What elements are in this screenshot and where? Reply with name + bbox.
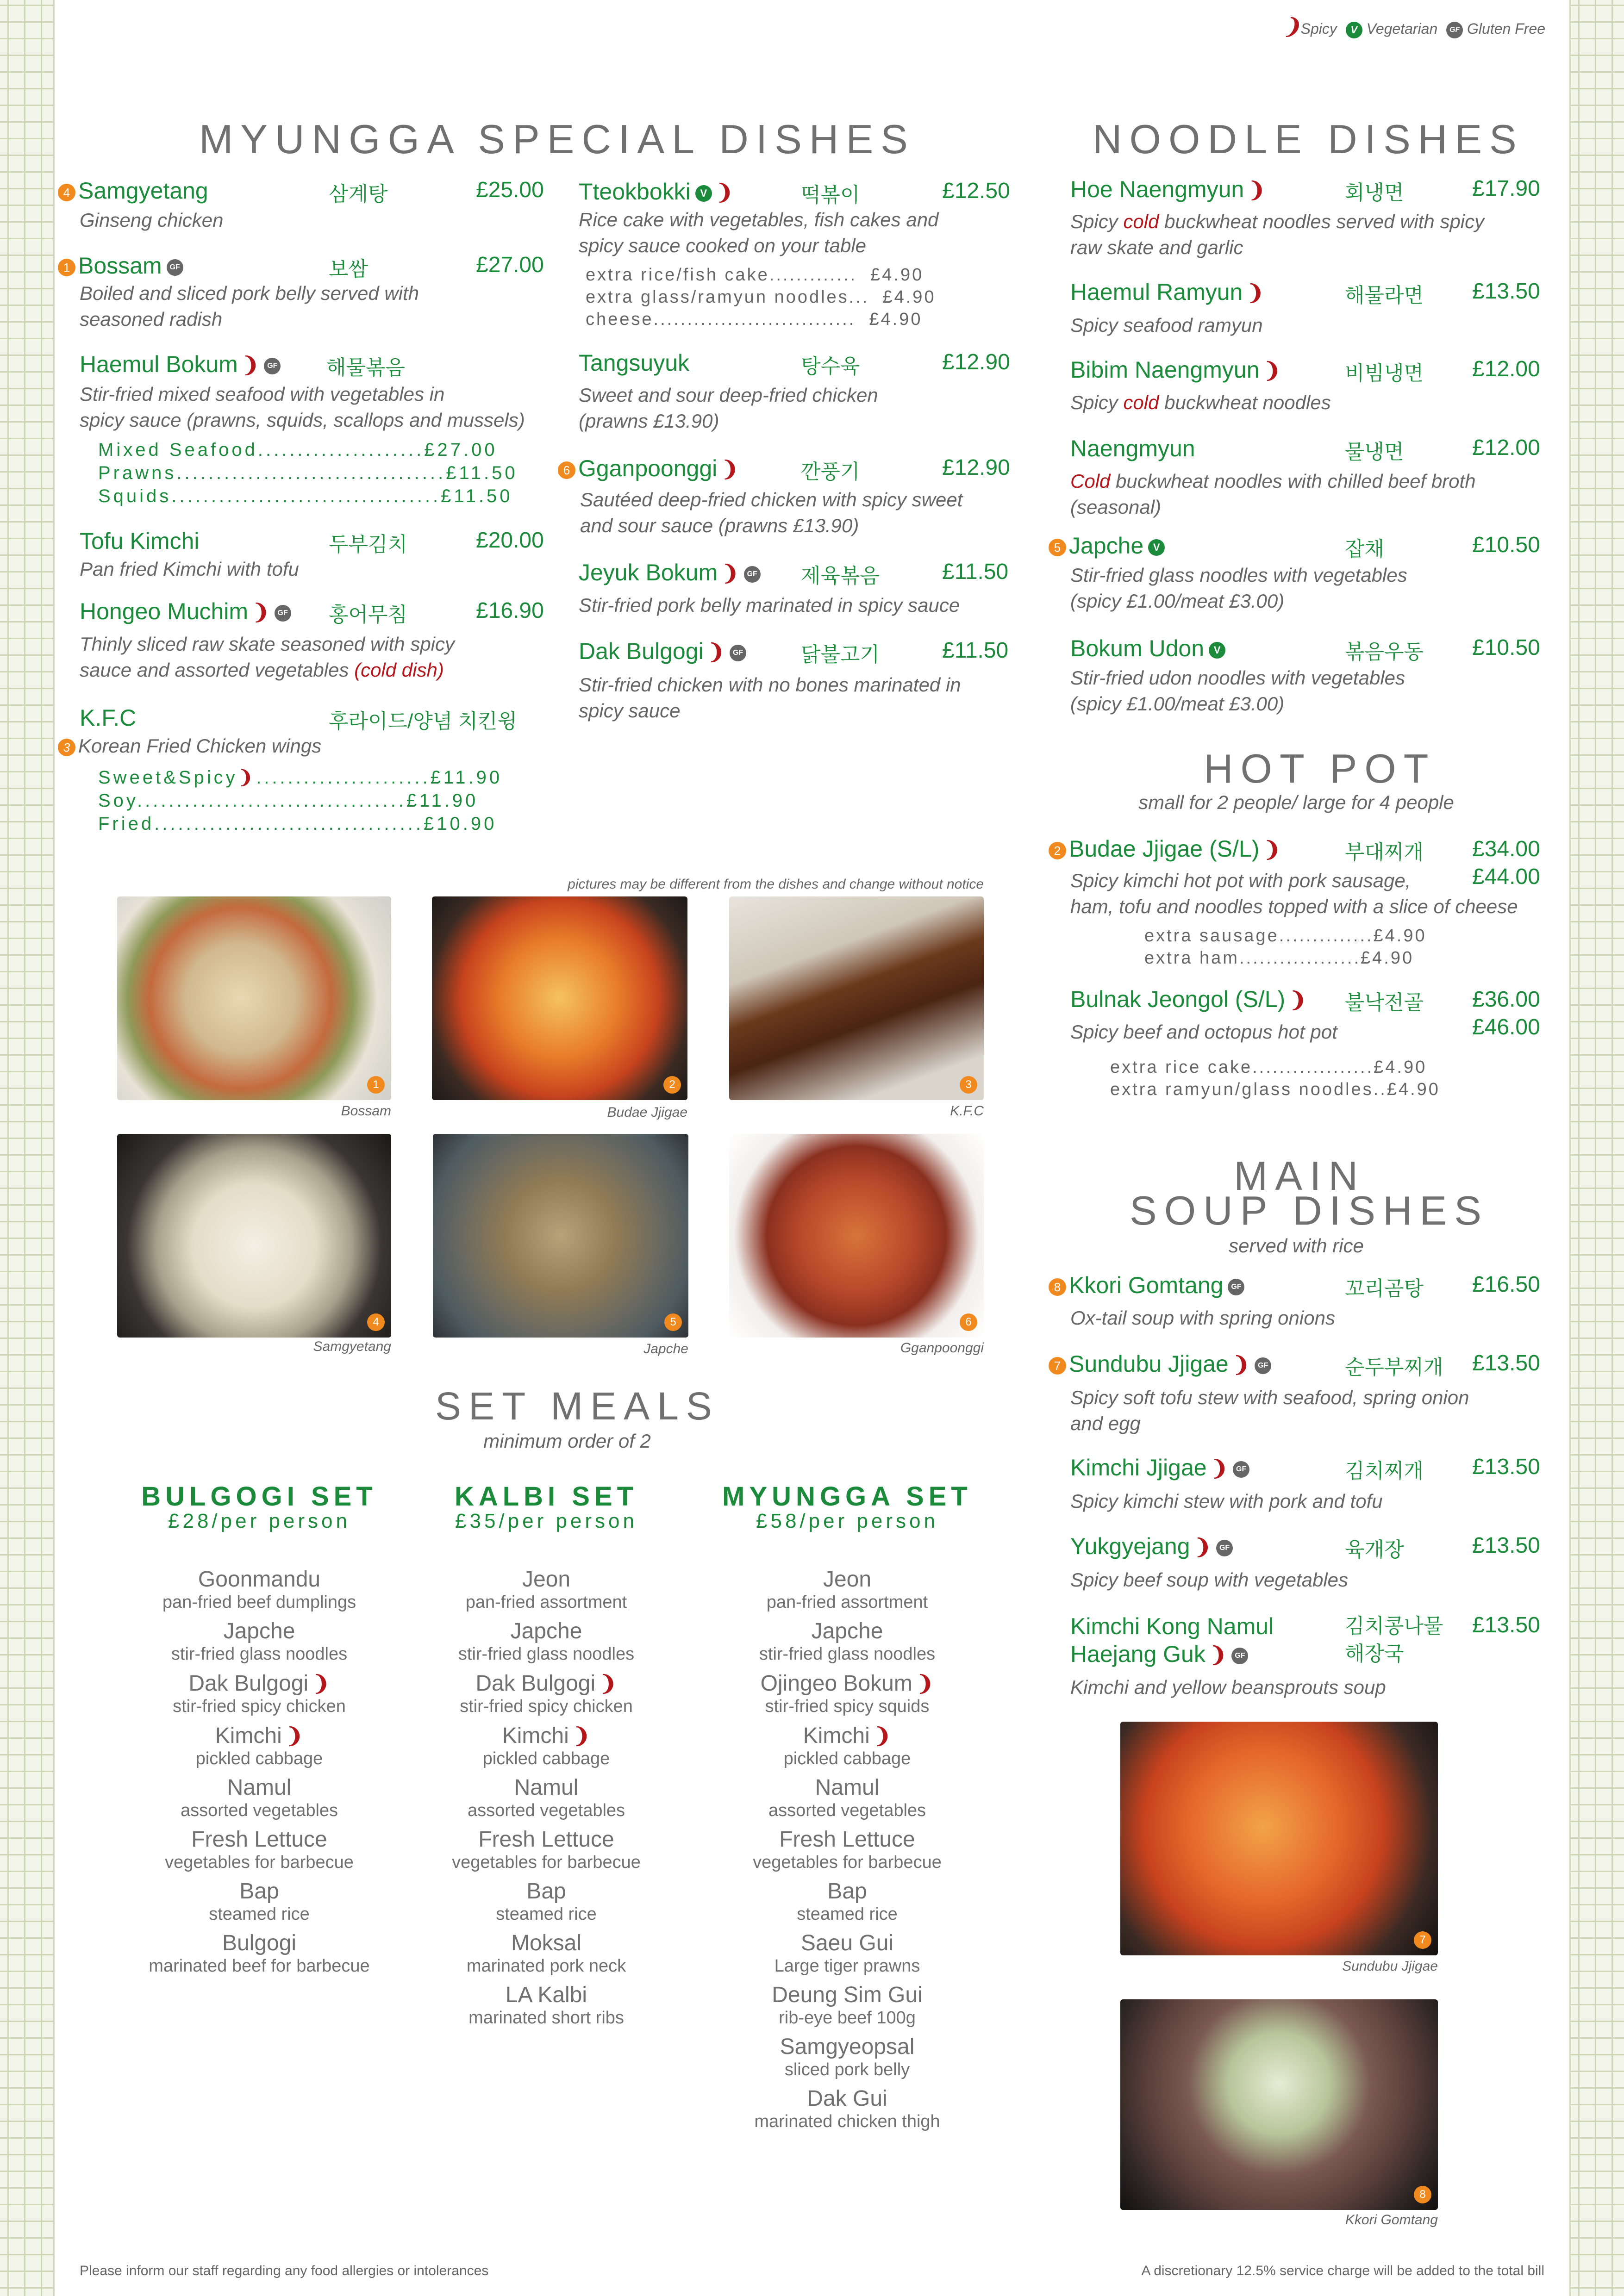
dish-name: Bulnak Jeongol (S/L) ❩ — [1070, 986, 1307, 1012]
dish-name: 1 Bossam GF — [58, 252, 183, 279]
chili-icon: ❩ — [715, 180, 734, 204]
option-list: extra sausage..............£4.90 extra ham..................£4.90 — [1144, 926, 1427, 968]
dish-price: £13.50 — [1472, 1533, 1540, 1558]
dish-korean: 꼬리곰탕 — [1345, 1277, 1424, 1300]
dish-price: £13.50 — [1472, 1613, 1540, 1637]
dish-korean: 육개장 — [1345, 1538, 1404, 1561]
dish-desc: Spicy beef and octopus hot pot — [1070, 1021, 1337, 1043]
chili-icon: ❩ — [1246, 280, 1264, 305]
dish-name: 7 Sundubu Jjigae ❩ GF — [1049, 1350, 1271, 1377]
dish-name: 8 Kkori Gomtang GF — [1049, 1272, 1244, 1299]
dish-name: Tteokbokki V ❩ — [579, 179, 734, 205]
dish-name: Haemul Ramyun ❩ — [1070, 279, 1264, 305]
dish-korean: 해물라면 — [1345, 284, 1424, 307]
set-list-myungga: Jeon pan-fried assortment Japche stir-fried glass noodles Ojingeo Bokum ❩ stir-fried spicy squids Kimchi ❩ pickled cabbage Namul assorted vegetables Fresh Lettuce vegetables for barbecue Bap steamed rice Saeu Gui Large tiger prawns Deung Sim Gui rib-eye beef 100g Samgyeopsal sliced pork belly Dak Gui marinated chicken thigh — [753, 1567, 942, 2131]
chili-icon: ❩ — [1210, 1456, 1229, 1480]
vegetarian-icon: V — [695, 185, 712, 202]
set-list-kalbi: Jeon pan-fried assortment Japche stir-fried glass noodles Dak Bulgogi ❩ stir-fried spicy chicken Kimchi ❩ pickled cabbage Namul assorted vegetables Fresh Lettuce vegetables for barbecue Bap steamed rice Moksal marinated pork neck LA Kalbi marinated short ribs — [452, 1567, 641, 2028]
gluten-free-icon: GF — [167, 259, 183, 276]
photo-caption: K.F.C — [950, 1103, 984, 1119]
photo-kfc: 3 — [729, 896, 984, 1100]
dish-price: £11.50 — [942, 560, 1009, 584]
dish-name: Naengmyun — [1070, 436, 1195, 461]
dish-name: 4 Samgyetang — [58, 177, 208, 204]
dish-desc: Boiled and sliced pork belly served with seasoned radish — [80, 282, 419, 330]
chili-icon: ❩ — [285, 1724, 304, 1748]
chili-icon: ❩ — [721, 457, 739, 481]
dish-price: £12.90 — [942, 350, 1010, 374]
option-list: extra rice cake..................£4.90 extra ramyun/glass noodles..£4.90 — [1110, 1058, 1440, 1099]
gluten-free-icon: GF — [275, 605, 291, 622]
set-price: £28/per person — [168, 1510, 350, 1532]
chili-icon: ❩ — [599, 1671, 617, 1695]
option-list: Mixed Seafood.....................£27.00 Prawns..................................£11.50 Squids..................................£11.50 — [98, 440, 518, 506]
section-title-hotpot: HOT POT — [1204, 746, 1436, 791]
dish-name: Yukgyejang ❩ GF — [1070, 1533, 1233, 1560]
section-title-soup-line2: SOUP DISHES — [1130, 1188, 1489, 1233]
dish-price: £10.50 — [1472, 533, 1540, 557]
dish-desc: Thinly sliced raw skate seasoned with spicy sauce and assorted vegetables (cold dish) — [80, 633, 455, 681]
dish-korean: 홍어무침 — [329, 604, 408, 626]
dish-price: £16.90 — [476, 598, 544, 623]
photo-bossam: 1 — [117, 896, 391, 1100]
footer-allergy-note: Please inform our staff regarding any food allergies or intolerances — [80, 2263, 489, 2278]
chili-icon: ❩ — [252, 600, 270, 624]
chili-icon: ❩ — [916, 1671, 934, 1695]
dish-desc: Stir-fried mixed seafood with vegetables in spicy sauce (prawns, squids, scallops and mussels) — [80, 383, 525, 431]
photo-sundubu-jjigae: 7 — [1120, 1722, 1438, 1955]
dish-name: K.F.C — [80, 705, 137, 731]
dish-korean: 김치찌개 — [1345, 1460, 1424, 1482]
gluten-free-icon: GF — [1446, 22, 1463, 38]
dish-desc: Kimchi and yellow beansprouts soup — [1070, 1676, 1386, 1698]
dish-desc: Ginseng chicken — [80, 209, 224, 231]
dish-price: £27.00 — [476, 253, 544, 277]
dish-korean: 부대찌개 — [1345, 841, 1424, 864]
dish-korean: 보쌈 — [329, 258, 369, 280]
gluten-free-icon: GF — [1216, 1540, 1233, 1556]
dish-desc: Sautéed deep-fried chicken with spicy sweet and sour sauce (prawns £13.90) — [580, 489, 963, 536]
dish-price: £17.90 — [1472, 176, 1540, 201]
gluten-free-icon: GF — [264, 358, 281, 374]
gluten-free-icon: GF — [1228, 1279, 1244, 1295]
chili-icon: ❩ — [873, 1724, 892, 1748]
dish-desc: Rice cake with vegetables, fish cakes and spicy sauce cooked on your table — [579, 209, 939, 256]
chili-icon: ❩ — [241, 353, 260, 377]
dish-price: £20.00 — [476, 528, 544, 553]
chili-icon: ❩ — [1263, 837, 1281, 861]
legend: ❩Spicy V Vegetarian GF Gluten Free — [1283, 14, 1545, 38]
dish-desc: 3 Korean Fried Chicken wings — [58, 733, 321, 759]
chili-icon: ❩ — [237, 767, 256, 788]
dish-price: £12.00 — [1472, 357, 1540, 381]
right-border-pattern — [1569, 0, 1624, 2296]
dish-desc: Stir-fried glass noodles with vegetables (spicy £1.00/meat £3.00) — [1070, 564, 1407, 612]
dish-desc: Stir-fried chicken with no bones marinated in spicy sauce — [579, 674, 961, 722]
dish-korean: 탕수육 — [801, 355, 860, 378]
dish-korean: 두부김치 — [329, 533, 408, 556]
section-title-soup-line1: MAIN — [1234, 1153, 1365, 1199]
dish-korean: 해물볶음 — [326, 356, 406, 379]
set-title: MYUNGGA SET — [722, 1481, 972, 1512]
section-subtitle-soup: served with rice — [1229, 1235, 1364, 1257]
chili-icon: ❩ — [721, 561, 739, 585]
dish-price: £25.00 — [476, 178, 544, 202]
dish-korean: 회냉면 — [1345, 181, 1404, 204]
dish-name: Jeyuk Bokum ❩ GF — [579, 559, 761, 586]
dish-name: Tangsuyuk — [579, 350, 690, 376]
photo-caption: Japche — [643, 1341, 688, 1356]
chili-icon: ❩ — [707, 640, 725, 664]
dish-price: £10.50 — [1472, 635, 1540, 660]
gluten-free-icon: GF — [1233, 1461, 1249, 1478]
set-title: KALBI SET — [454, 1481, 638, 1512]
gluten-free-icon: GF — [1231, 1648, 1248, 1664]
section-subtitle-hotpot: small for 2 people/ large for 4 people — [1138, 791, 1454, 813]
dish-korean: 잡채 — [1345, 538, 1385, 560]
section-title-special: MYUNGGA SPECIAL DISHES — [199, 116, 915, 162]
chili-icon: ❩ — [1283, 14, 1301, 38]
dish-korean: 볶음우동 — [1345, 641, 1424, 663]
footer-service-charge: A discretionary 12.5% service charge will be added to the total bill — [1141, 2263, 1544, 2278]
dish-korean: 깐풍기 — [801, 460, 860, 483]
dish-name: Kimchi Jjigae ❩ GF — [1070, 1454, 1249, 1481]
dish-price: £36.00 £46.00 — [1472, 987, 1540, 1039]
photo-japche: 5 — [433, 1134, 688, 1338]
dish-name: Tofu Kimchi — [80, 528, 200, 554]
dish-name: 2 Budae Jjigae (S/L) ❩ — [1049, 835, 1281, 862]
dish-korean: 떡볶이 — [801, 184, 860, 206]
photo-kkori-gomtang: 8 — [1120, 1999, 1438, 2210]
photo-caption: Bossam — [341, 1103, 391, 1119]
dish-name: 6 Gganpoonggi ❩ — [558, 455, 739, 482]
dish-korean: 후라이드/양념 치킨윙 — [329, 710, 517, 733]
chili-icon: ❩ — [1232, 1352, 1250, 1376]
photo-budae-jjigae: 2 — [432, 896, 687, 1100]
dish-korean: 물냉면 — [1345, 441, 1404, 463]
dish-desc: Spicy cold buckwheat noodles served with spicy raw skate and garlic — [1070, 211, 1485, 258]
set-title: BULGOGI SET — [141, 1481, 377, 1512]
chili-icon: ❩ — [572, 1724, 591, 1748]
dish-price: £34.00 £44.00 — [1472, 837, 1540, 889]
section-title-sets: SET MEALS — [435, 1384, 719, 1428]
dish-desc: Stir-fried udon noodles with vegetables (spicy £1.00/meat £3.00) — [1070, 667, 1405, 715]
dish-name: Bibim Naengmyun ❩ — [1070, 357, 1281, 383]
dish-desc: Spicy soft tofu stew with seafood, spring onion and egg — [1070, 1387, 1469, 1434]
set-list-bulgogi: Goonmandu pan-fried beef dumplings Japche stir-fried glass noodles Dak Bulgogi ❩ stir-fried spicy chicken Kimchi ❩ pickled cabbage Namul assorted vegetables Fresh Lettuce vegetables for barbecue Bap steamed rice Bulgogi marinated beef for barbecue — [149, 1567, 370, 1976]
chili-icon: ❩ — [1263, 358, 1281, 382]
dish-desc: Spicy seafood ramyun — [1070, 314, 1263, 336]
dish-price: £13.50 — [1472, 1455, 1540, 1479]
dish-name: Haemul Bokum ❩ GF — [80, 351, 281, 378]
gluten-free-icon: GF — [730, 645, 746, 661]
dish-name: Bokum Udon V — [1070, 635, 1225, 662]
dish-korean: 순두부찌개 — [1345, 1356, 1443, 1379]
dish-desc: Sweet and sour deep-fried chicken (prawns £13.90) — [579, 384, 878, 432]
vegetarian-icon: V — [1346, 22, 1362, 38]
section-subtitle-sets: minimum order of 2 — [483, 1430, 651, 1452]
dish-name: Dak Bulgogi ❩ GF — [579, 638, 746, 665]
dish-korean: 삼계탕 — [329, 183, 388, 205]
dish-desc: Spicy beef soup with vegetables — [1070, 1569, 1349, 1591]
dish-price: £12.00 — [1472, 436, 1540, 460]
chili-icon: ❩ — [1209, 1643, 1227, 1667]
photo-notice: pictures may be different from the dishes and change without notice — [568, 877, 984, 892]
dish-desc: Cold buckwheat noodles with chilled beef broth (seasonal) — [1070, 470, 1476, 518]
dish-price: £12.50 — [942, 179, 1010, 203]
gluten-free-icon: GF — [744, 566, 761, 583]
set-price: £58/per person — [756, 1510, 938, 1532]
dish-price: £12.90 — [942, 455, 1010, 480]
dish-name: Hongeo Muchim ❩ GF — [80, 598, 291, 625]
dish-price: £13.50 — [1472, 1351, 1540, 1375]
set-price: £35/per person — [455, 1510, 637, 1532]
vegetarian-icon: V — [1209, 642, 1225, 659]
photo-caption: Kkori Gomtang — [1345, 2212, 1438, 2228]
dish-name: Kimchi Kong Namul Haejang Guk ❩ GF — [1070, 1612, 1274, 1668]
dish-desc: Spicy cold buckwheat noodles — [1070, 392, 1331, 413]
dish-price: £11.50 — [942, 638, 1009, 663]
dish-name: 5 Japche V — [1049, 532, 1165, 559]
gluten-free-icon: GF — [1255, 1357, 1271, 1374]
dish-desc: Stir-fried pork belly marinated in spicy sauce — [579, 594, 960, 616]
chili-icon: ❩ — [312, 1671, 330, 1695]
photo-samgyetang: 4 — [117, 1134, 391, 1338]
dish-korean: 불낙전골 — [1345, 991, 1424, 1014]
photo-caption: Gganpoonggi — [900, 1340, 984, 1356]
photo-caption: Sundubu Jjigae — [1342, 1959, 1438, 1974]
dish-price: £13.50 — [1472, 279, 1540, 304]
chili-icon: ❩ — [1289, 988, 1307, 1012]
photo-gganpoonggi: 6 — [729, 1134, 984, 1338]
dish-name: Hoe Naengmyun ❩ — [1070, 176, 1266, 202]
dish-desc: Spicy kimchi stew with pork and tofu — [1070, 1490, 1383, 1512]
option-list: extra rice/fish cake............. £4.90 extra glass/ramyun noodles... £4.90 cheese.............................. £4.90 — [586, 265, 936, 329]
dish-price: £16.50 — [1472, 1272, 1540, 1297]
dish-korean: 김치콩나물 해장국 — [1345, 1615, 1443, 1665]
dish-korean: 닭불고기 — [801, 643, 880, 666]
vegetarian-icon: V — [1148, 539, 1165, 556]
dish-korean: 제육볶음 — [801, 565, 880, 587]
dish-desc: Spicy kimchi hot pot with pork sausage, ham, tofu and noodles topped with a slice of cheese — [1070, 870, 1518, 917]
left-border-pattern — [0, 0, 55, 2296]
dish-desc: Pan fried Kimchi with tofu — [80, 558, 299, 580]
option-list: Sweet&Spicy❩......................£11.90 Soy..................................£11.90 Fried..................................£10.90 — [98, 766, 502, 835]
section-title-noodle: NOODLE DISHES — [1093, 116, 1524, 162]
dish-desc: Ox-tail soup with spring onions — [1070, 1307, 1335, 1329]
chili-icon: ❩ — [1193, 1535, 1212, 1559]
chili-icon: ❩ — [1248, 178, 1266, 202]
photo-caption: Budae Jjigae — [607, 1105, 687, 1120]
dish-korean: 비빔냉면 — [1345, 362, 1424, 385]
photo-caption: Samgyetang — [313, 1339, 391, 1354]
